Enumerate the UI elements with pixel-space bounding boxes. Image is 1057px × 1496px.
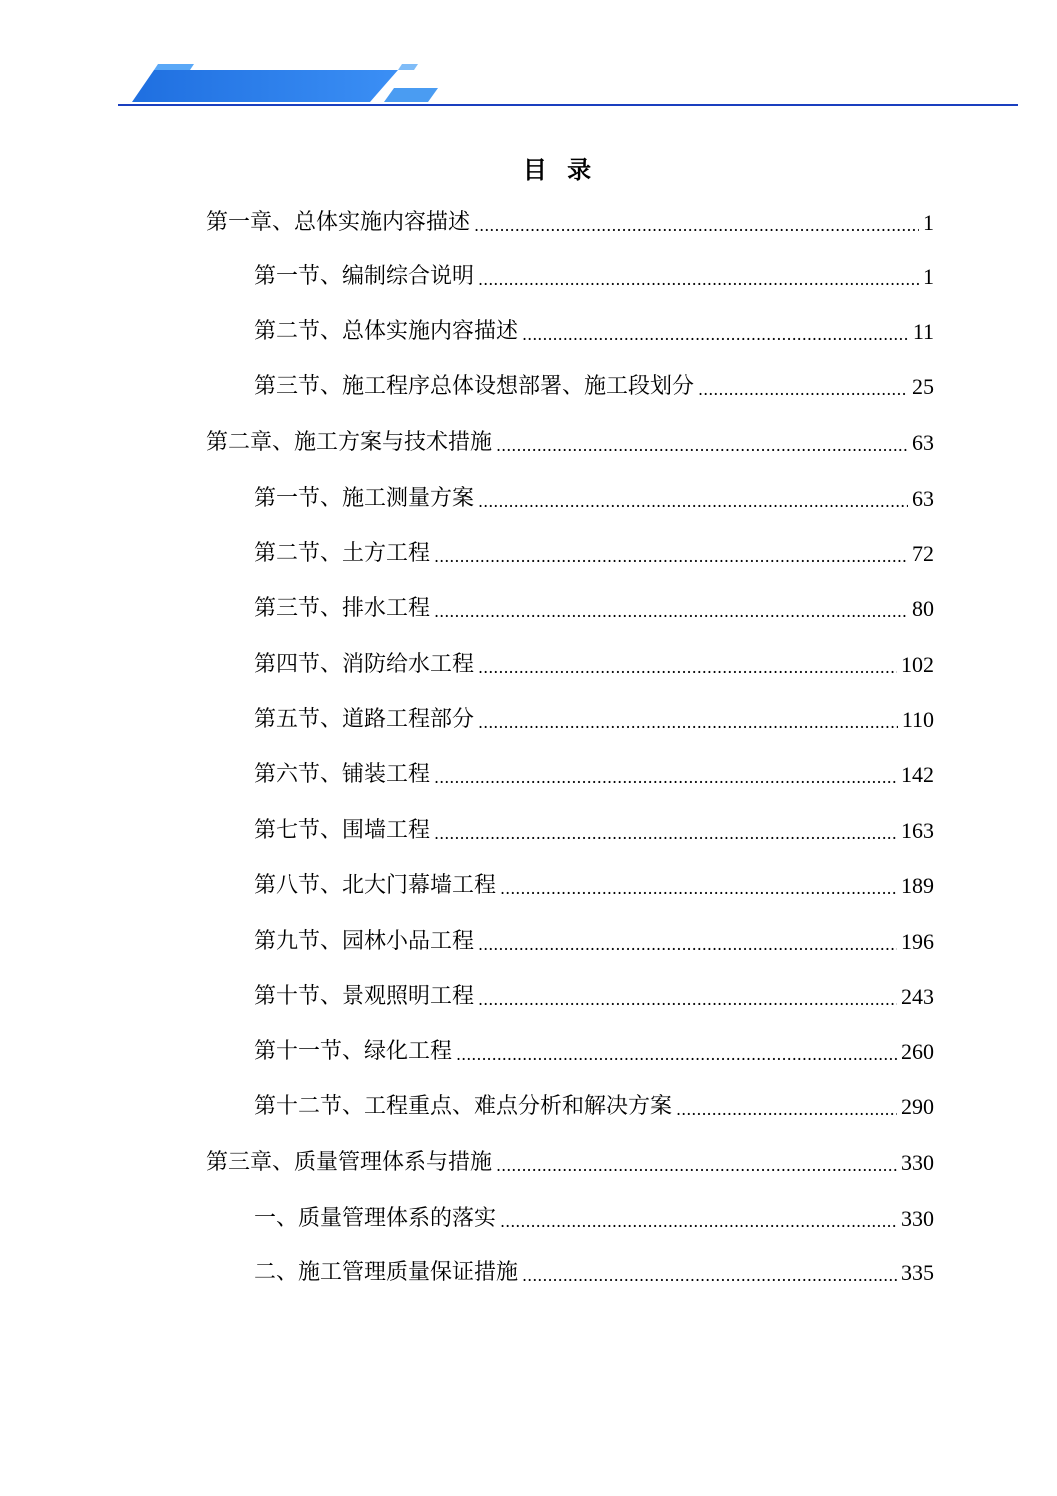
- toc-entry-label: 第一节、编制综合说明: [254, 264, 475, 289]
- toc-dot-leader: [496, 423, 908, 463]
- toc-dot-leader: [478, 479, 908, 519]
- toc-entry-label: 第二节、总体实施内容描述: [254, 319, 519, 344]
- toc-entry-page-number: 330: [901, 1150, 934, 1175]
- toc-entry[interactable]: [254, 645, 934, 685]
- toc-dot-leader: [474, 203, 919, 243]
- toc-entry-label: 第一章、总体实施内容描述: [206, 210, 471, 235]
- toc-entry-page-number: 63: [912, 430, 934, 455]
- toc-entry[interactable]: [254, 811, 934, 851]
- toc-dot-leader: [676, 1087, 897, 1127]
- toc-entry[interactable]: [206, 203, 934, 243]
- toc-entry-label: 第三节、排水工程: [254, 596, 431, 621]
- toc-dot-leader: [478, 700, 898, 740]
- toc-entry[interactable]: [254, 312, 934, 352]
- toc-entry[interactable]: [254, 367, 934, 407]
- toc-entry-page-number: 11: [912, 319, 934, 344]
- toc-entry-page-number: 1: [923, 264, 934, 289]
- toc-dot-leader: [478, 257, 919, 297]
- toc-entry-page-number: 80: [912, 596, 934, 621]
- toc-entry[interactable]: [254, 977, 934, 1017]
- toc-dot-leader: [500, 866, 897, 906]
- toc-entry[interactable]: [254, 589, 934, 629]
- toc-entry[interactable]: [254, 1199, 934, 1239]
- toc-entry-label: 第五节、道路工程部分: [254, 707, 475, 732]
- toc-dot-leader: [434, 811, 897, 851]
- toc-entry-label: 第二章、施工方案与技术措施: [206, 430, 493, 455]
- toc-entry-label: 第三章、质量管理体系与措施: [206, 1150, 493, 1175]
- toc-entry[interactable]: [254, 1032, 934, 1072]
- toc-dot-leader: [434, 534, 908, 574]
- toc-entry[interactable]: [254, 1087, 934, 1127]
- toc-dot-leader: [522, 1253, 897, 1293]
- toc-entry[interactable]: [254, 257, 934, 297]
- toc-entry-page-number: 290: [901, 1094, 934, 1119]
- toc-dot-leader: [478, 922, 897, 962]
- toc-dot-leader: [500, 1199, 897, 1239]
- toc-dot-leader: [434, 589, 908, 629]
- toc-entry-page-number: 110: [901, 707, 934, 732]
- toc-entry[interactable]: [254, 1253, 934, 1293]
- toc-entry[interactable]: [254, 866, 934, 906]
- toc-entry-label: 第十二节、工程重点、难点分析和解决方案: [254, 1094, 673, 1119]
- toc-entry-label: 第一节、施工测量方案: [254, 486, 475, 511]
- toc-entry-label: 第六节、铺装工程: [254, 762, 431, 787]
- toc-entry[interactable]: [254, 755, 934, 795]
- toc-entry-label: 第九节、园林小品工程: [254, 929, 475, 954]
- toc-dot-leader: [456, 1032, 897, 1072]
- toc-dot-leader: [478, 977, 897, 1017]
- toc-dot-leader: [434, 755, 897, 795]
- toc-entry-label: 第七节、围墙工程: [254, 818, 431, 843]
- toc-entry[interactable]: [206, 1143, 934, 1183]
- header-divider: [118, 104, 1018, 106]
- toc-entry-page-number: 163: [901, 818, 934, 843]
- toc-entry-page-number: 335: [901, 1260, 934, 1285]
- toc-entry-page-number: 243: [901, 984, 934, 1009]
- header-logo-graphic: [118, 58, 448, 108]
- toc-entry[interactable]: [206, 423, 934, 463]
- toc-entry[interactable]: [254, 479, 934, 519]
- toc-entry-page-number: 260: [901, 1039, 934, 1064]
- toc-entry-label: 第三节、施工程序总体设想部署、施工段划分: [254, 374, 695, 399]
- toc-dot-leader: [478, 645, 897, 685]
- toc-entry-label: 一、质量管理体系的落实: [254, 1206, 497, 1231]
- toc-entry-page-number: 102: [901, 652, 934, 677]
- toc-entry-label: 第十节、景观照明工程: [254, 984, 475, 1009]
- toc-entry[interactable]: [254, 700, 934, 740]
- toc-entry-page-number: 72: [912, 541, 934, 566]
- toc-entry-page-number: 63: [912, 486, 934, 511]
- toc-entry[interactable]: [254, 534, 934, 574]
- toc-entry[interactable]: [254, 922, 934, 962]
- toc-entry-page-number: 189: [901, 873, 934, 898]
- toc-entry-page-number: 142: [901, 762, 934, 787]
- toc-dot-leader: [522, 312, 909, 352]
- toc-entry-label: 第四节、消防给水工程: [254, 652, 475, 677]
- toc-entry-page-number: 1: [923, 210, 934, 235]
- toc-entry-page-number: 330: [901, 1206, 934, 1231]
- toc-entry-page-number: 25: [912, 374, 934, 399]
- page-title: 目 录: [522, 156, 598, 184]
- toc-entry-label: 二、施工管理质量保证措施: [254, 1260, 519, 1285]
- toc-entry-label: 第二节、土方工程: [254, 541, 431, 566]
- toc-entry-label: 第八节、北大门幕墙工程: [254, 873, 497, 898]
- toc-entry-page-number: 196: [901, 929, 934, 954]
- toc-entry-label: 第十一节、绿化工程: [254, 1039, 453, 1064]
- toc-dot-leader: [496, 1143, 897, 1183]
- toc-dot-leader: [698, 367, 908, 407]
